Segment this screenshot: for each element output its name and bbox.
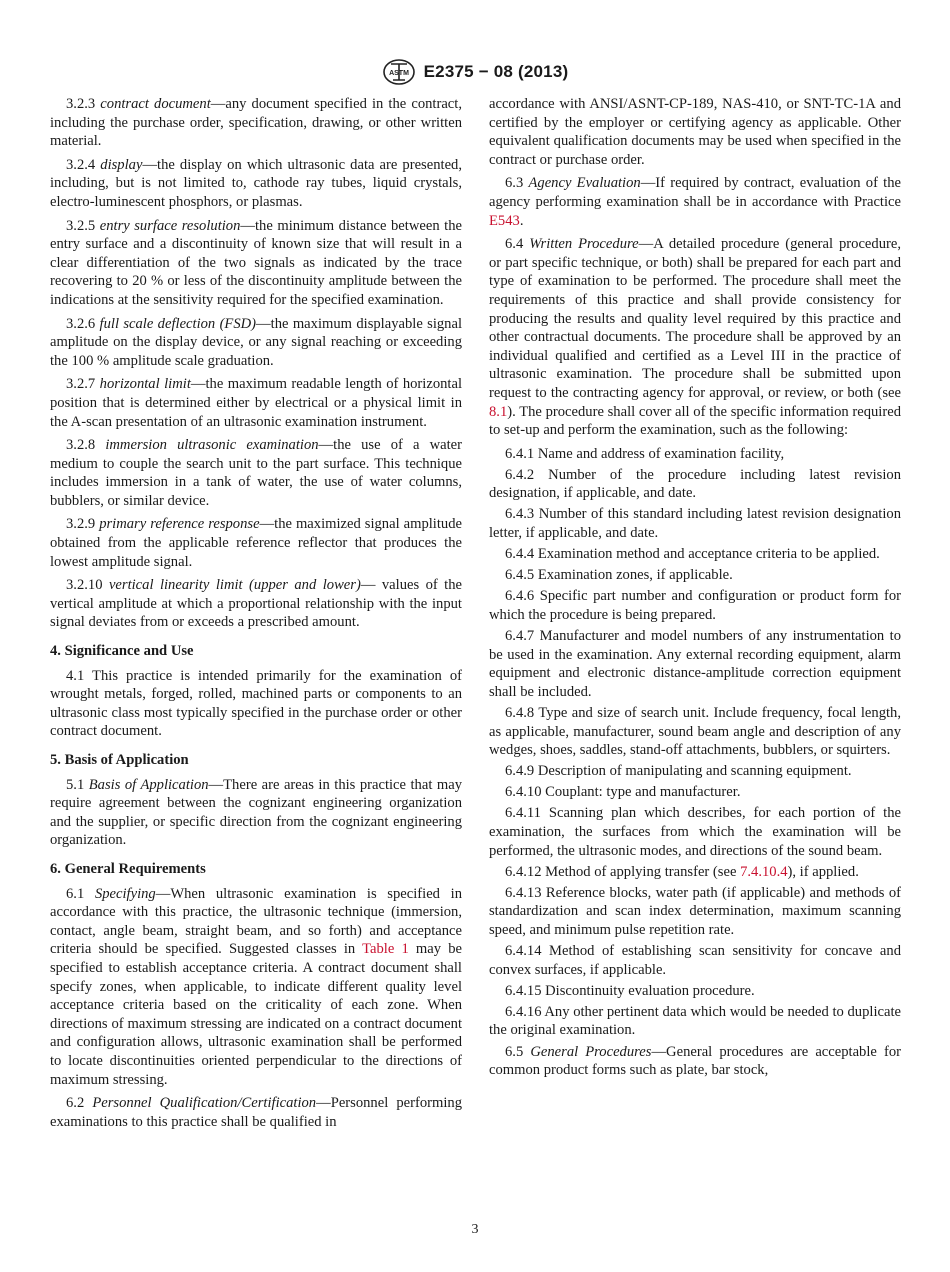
paragraph-6-4-3: 6.4.3 Number of this standard including latest revision designation letter, if applicable, and date.	[489, 506, 901, 542]
paragraph-3-2-9: 3.2.9 primary reference response—the maximized signal amplitude obtained from the applicable reference reflector that produces the lowest amplitude signal.	[50, 516, 462, 570]
right-column	[489, 95, 901, 1085]
paragraph-6-2-continued: accordance with ANSI/ASNT-CP-189, NAS-410, or SNT-TC-1A and certified by the employer or certifying agency as applicable. Other equivalent qualification documents may be used when specified in the contract or purchase order.	[489, 96, 901, 168]
svg-text:ASTM: ASTM	[388, 70, 409, 77]
standard-designation: E2375 − 08 (2013)	[423, 62, 569, 81]
section-8-1-link[interactable]: 8.1	[489, 403, 508, 420]
paragraph-6-4-8: 6.4.8 Type and size of search unit. Include frequency, focal length, as applicable, manufacturer, sound beam angle and description of any wedges, shoes, saddles, stand-off attachments, bubblers, or squirters.	[489, 704, 901, 759]
paragraph-5-1: 5.1 Basis of Application—There are areas in this practice that may require agreement between the cognizant engineering organization and the supplier, or specific direction from the cognizant engineering organization.	[50, 776, 462, 849]
paragraph-6-4-11: 6.4.11 Scanning plan which describes, for each portion of the examination, the surfaces from which the examination will be performed, the ultrasonic modes, and directions of the sound beam.	[489, 805, 901, 859]
paragraph-6-4-16: 6.4.16 Any other pertinent data which would be needed to duplicate the original examination.	[489, 1003, 901, 1039]
e543-link[interactable]: E543	[489, 212, 520, 229]
section-heading-6: 6. General Requirements	[50, 860, 206, 877]
paragraph-6-4-7: 6.4.7 Manufacturer and model numbers of any instrumentation to be used in the examination. Any external recording equipment, alarm equipment and electronic distance-amplitude correction equipment shall be included.	[489, 628, 901, 700]
paragraph-6-3: 6.3 Agency Evaluation—If required by contract, evaluation of the agency performing examination shall be in accordance with Practice E543.	[489, 175, 901, 229]
paragraph-4-1: 4.1 This practice is intended primarily for the examination of wrought metals, forged, rolled, machined parts or components to an ultrasonic class most typically specified in the purchase order or other contract document.	[50, 667, 462, 740]
paragraph-6-4-4: 6.4.4 Examination method and acceptance criteria to be applied.	[505, 546, 880, 563]
paragraph-3-2-4: 3.2.4 display—the display on which ultrasonic data are presented, including, but is not limited to, cathode ray tubes, liquid crystals, electro-luminescent phosphors, or plasmas.	[50, 156, 462, 210]
paragraph-3-2-6: 3.2.6 full scale deflection (FSD)—the maximum displayable signal amplitude on the display device, or any signal reaching or exceeding the 100 % amplitude scale graduation.	[50, 315, 463, 369]
paragraph-6-4-12: 6.4.12 Method of applying transfer (see 7.4.10.4), if applied.	[505, 863, 859, 880]
paragraph-6-4-5: 6.4.5 Examination zones, if applicable.	[505, 567, 733, 584]
left-column	[50, 95, 462, 1136]
paragraph-6-4-13: 6.4.13 Reference blocks, water path (if applicable) and methods of standardization and scan index determination, maximum scanning speed, and minimum pulse repetition rate.	[489, 884, 902, 938]
paragraph-6-5: 6.5 General Procedures—General procedures are acceptable for common product forms such as plate, bar stock,	[489, 1043, 901, 1079]
page-header	[0, 58, 950, 86]
paragraph-6-4: 6.4 Written Procedure—A detailed procedure (general procedure, or part specific technique, or both) shall be prepared for each part and type of examination to be performed. The procedure shall meet the requirements of this practice and shall provide consistency for producing the results and quality level required by this practice and other contractual documents. The procedure shall be approved by an individual qualified and certified as a Level III in the practice of ultrasonic examination. The procedure shall be submitted upon request to the contracting agency for approval, or review, or both (see 8.1). The procedure shall cover all of the specific information required to set-up and perform the examination, such as the following:	[489, 236, 901, 439]
paragraph-3-2-5: 3.2.5 entry surface resolution—the minimum distance between the entry surface and a discontinuity of known size that will result in a clear differentiation of the two signals as indicated by the trace recovering to 20 % or less of the discontinuity amplitude between the indications at the sensitivity required for the specified examination.	[50, 217, 462, 308]
paragraph-6-4-9: 6.4.9 Description of manipulating and scanning equipment.	[505, 763, 852, 780]
paragraph-6-4-2: 6.4.2 Number of the procedure including latest revision designation, if applicable, and date.	[489, 466, 901, 502]
page-number: 3	[471, 1222, 479, 1237]
astm-logo-icon	[382, 58, 416, 86]
paragraph-3-2-3: 3.2.3 contract document—any document specified in the contract, including the purchase order, specification, drawing, or other written material.	[50, 96, 462, 150]
paragraph-6-2: 6.2 Personnel Qualification/Certification—Personnel performing examinations to this practice shall be qualified in	[50, 1095, 463, 1130]
paragraph-3-2-8: 3.2.8 immersion ultrasonic examination—the use of a water medium to couple the search unit to the part surface. This technique includes immersion in a tank of water, the use of water columns, bubblers, or similar device.	[50, 437, 462, 509]
paragraph-6-4-15: 6.4.15 Discontinuity evaluation procedure.	[505, 982, 755, 999]
paragraph-6-4-6: 6.4.6 Specific part number and configuration or product form for which the procedure is being prepared.	[489, 588, 901, 623]
paragraph-3-2-7: 3.2.7 horizontal limit—the maximum readable length of horizontal position that is determined either by electrical or a physical limit in the A-scan presentation of an ultrasonic examination instrument.	[50, 376, 462, 430]
section-heading-4: 4. Significance and Use	[50, 643, 194, 660]
paragraph-3-2-10: 3.2.10 vertical linearity limit (upper and lower)— values of the vertical amplitude at which a proportional relationship with the input signal deviates from or exceeds a prescribed amount.	[50, 577, 463, 631]
section-heading-5: 5. Basis of Application	[50, 752, 189, 768]
paragraph-6-4-10: 6.4.10 Couplant: type and manufacturer.	[505, 784, 741, 801]
table-1-link[interactable]: Table 1	[362, 941, 409, 958]
paragraph-6-4-14: 6.4.14 Method of establishing scan sensitivity for concave and convex surfaces, if applicable.	[489, 943, 901, 978]
paragraph-6-4-1: 6.4.1 Name and address of examination facility,	[505, 445, 785, 462]
paragraph-6-1: 6.1 Specifying—When ultrasonic examination is specified in accordance with this practice, the ultrasonic technique (immersion, contact, angle beam, straight beam, and so forth) and acceptance criteria should be specified. Suggested classes in Table 1 may be specified to establish acceptance criteria. A contract document shall specify zones, when applicable, to indicate different quality level acceptance criteria based on the criticality of each zone. When directions of maximum stressing are indicated on a contract document and configuration allows, ultrasonic examination shall be performed to locate discontinuities oriented perpendicular to the directions of maximum stressing.	[50, 885, 463, 1088]
section-7-4-10-4-link[interactable]: 7.4.10.4	[740, 863, 788, 880]
